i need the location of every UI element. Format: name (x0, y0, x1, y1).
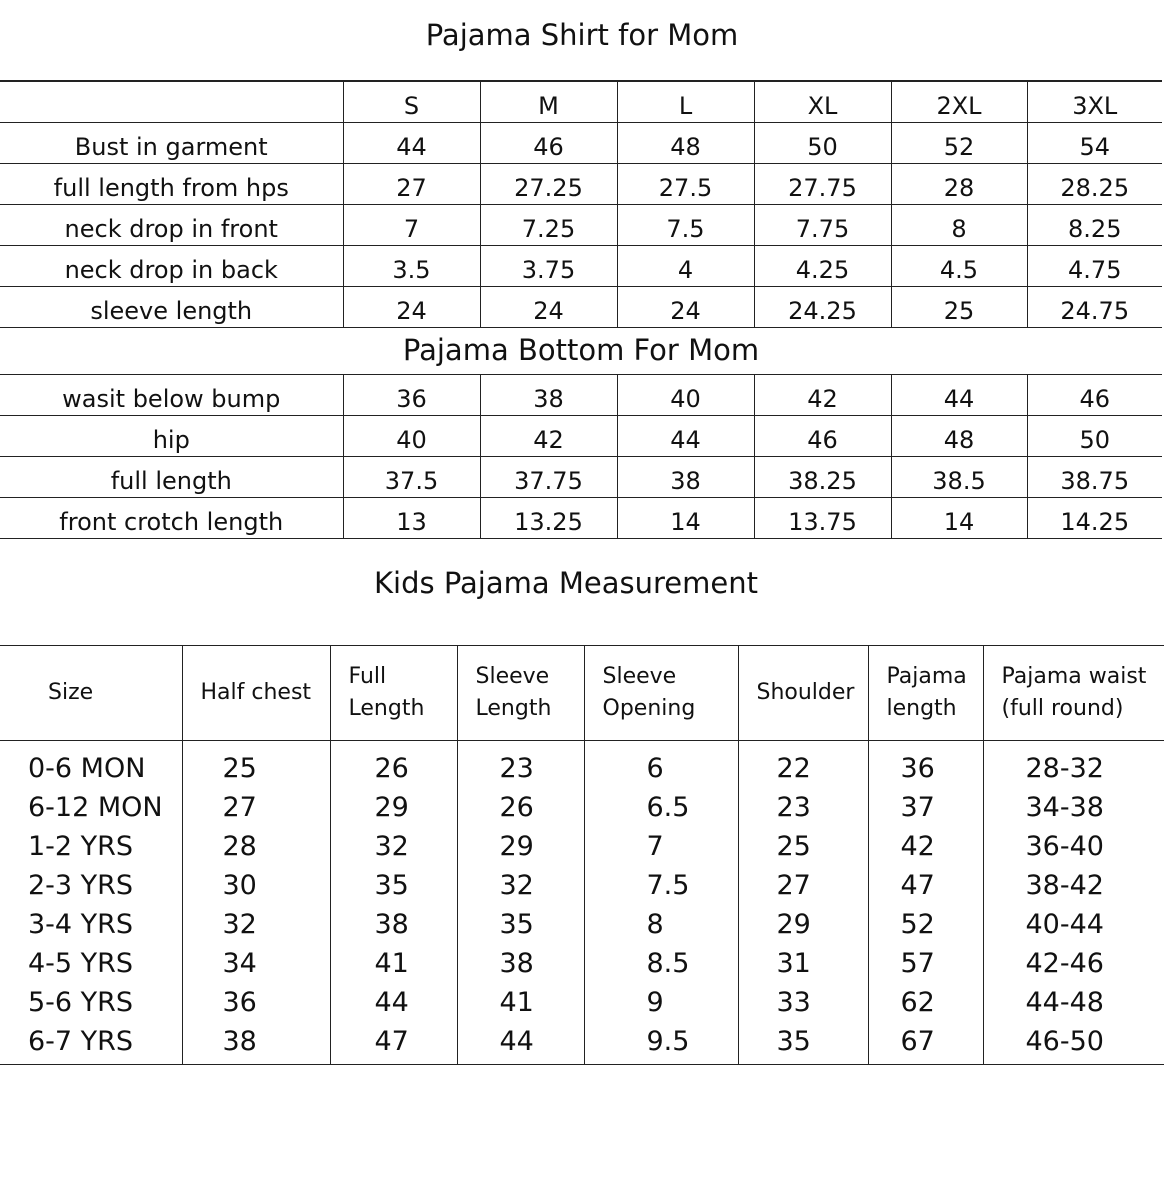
measurement-value: 44 (891, 375, 1027, 416)
measurement-row (0, 205, 1162, 246)
kids-size-row (0, 944, 1164, 983)
measurement-value: 48 (891, 416, 1027, 457)
measurement-value: 24 (343, 287, 480, 328)
measurement-value: 38.5 (891, 457, 1027, 498)
measurement-value: 3.5 (343, 246, 480, 287)
kids-measure-value: 41 (457, 983, 584, 1022)
kids-size-label: 6-7 YRS (0, 1022, 182, 1065)
kids-measure-value: 29 (330, 788, 457, 827)
kids-measure-value: 52 (868, 905, 983, 944)
header-line: Pajama (886, 664, 967, 689)
kids-measure-value: 35 (330, 866, 457, 905)
kids-measure-value: 42-46 (983, 944, 1164, 983)
measurement-value: 28 (891, 164, 1027, 205)
measurement-value: 14 (617, 498, 754, 539)
measurement-value: 50 (754, 123, 891, 164)
measurement-row (0, 164, 1162, 205)
header-line: Length (348, 696, 425, 721)
kids-measure-value: 38 (182, 1022, 330, 1065)
kids-measure-value: 41 (330, 944, 457, 983)
kids-measure-value: 36 (182, 983, 330, 1022)
kids-measure-value: 27 (738, 866, 868, 905)
measurement-value: 38 (480, 375, 617, 416)
kids-measure-value: 38 (457, 944, 584, 983)
kids-measure-value: 29 (457, 827, 584, 866)
measurement-value: 28.25 (1027, 164, 1162, 205)
kids-measure-value: 22 (738, 741, 868, 789)
kids-measure-value: 29 (738, 905, 868, 944)
kids-measure-value: 32 (330, 827, 457, 866)
kids-column-header (738, 646, 868, 741)
kids-column-header (983, 646, 1164, 741)
kids-measure-value: 27 (182, 788, 330, 827)
measurement-label: neck drop in back (0, 246, 343, 287)
size-header-cell: M (480, 81, 617, 123)
kids-measure-value: 6.5 (584, 788, 738, 827)
measurement-value: 25 (891, 287, 1027, 328)
kids-size-label: 3-4 YRS (28, 909, 134, 940)
measurement-label: hip (0, 416, 343, 457)
measurement-row (0, 287, 1162, 328)
measurement-value: 3.75 (480, 246, 617, 287)
kids-column-header (0, 646, 182, 741)
measurement-value: 40 (343, 416, 480, 457)
kids-size-table (0, 645, 1164, 1065)
kids-measure-value: 33 (738, 983, 868, 1022)
kids-size-label: 6-12 MON (28, 792, 163, 823)
measurement-value: 14 (891, 498, 1027, 539)
measurement-value: 38 (617, 457, 754, 498)
kids-size-label: 2-3 YRS (28, 870, 134, 901)
measurement-value: 50 (1027, 416, 1162, 457)
header-line: Half chest (200, 680, 312, 705)
measurement-value: 4.5 (891, 246, 1027, 287)
measurement-label: Bust in garment (0, 123, 343, 164)
kids-measure-value: 8 (584, 905, 738, 944)
kids-size-label: 4-5 YRS (28, 948, 134, 979)
measurement-label: full length (0, 457, 343, 498)
kids-title: Kids Pajama Measurement (374, 566, 758, 600)
header-line: Sleeve (475, 664, 550, 689)
measurement-value: 24 (617, 287, 754, 328)
size-header-cell: 3XL (1027, 81, 1162, 123)
kids-measure-value: 35 (738, 1022, 868, 1065)
measurement-row (0, 498, 1162, 539)
measurement-value: 36 (343, 375, 480, 416)
kids-column-header (182, 646, 330, 741)
header-line: Size (48, 680, 94, 705)
kids-measure-value: 67 (868, 1022, 983, 1065)
measurement-value: 13 (343, 498, 480, 539)
kids-measure-value: 26 (457, 788, 584, 827)
measurement-value: 24.25 (754, 287, 891, 328)
kids-size-row (0, 827, 1164, 866)
kids-measure-value: 46-50 (983, 1022, 1164, 1065)
kids-column-header (584, 646, 738, 741)
header-line: length (886, 696, 957, 721)
kids-size-label: 1-2 YRS (28, 831, 134, 862)
mom-size-table (0, 80, 1162, 539)
section-header-row (0, 328, 1162, 375)
kids-measure-value: 35 (457, 905, 584, 944)
measurement-value: 4.25 (754, 246, 891, 287)
kids-measure-value: 40-44 (983, 905, 1164, 944)
measurement-value: 4 (617, 246, 754, 287)
header-line: Opening (602, 696, 696, 721)
measurement-value: 7.75 (754, 205, 891, 246)
kids-measure-value: 42 (868, 827, 983, 866)
measurement-label: neck drop in front (0, 205, 343, 246)
measurement-value: 27.5 (617, 164, 754, 205)
measurement-value: 8 (891, 205, 1027, 246)
measurement-label: sleeve length (0, 287, 343, 328)
kids-measure-value: 47 (868, 866, 983, 905)
kids-measure-value: 23 (457, 741, 584, 789)
kids-measure-value: 37 (868, 788, 983, 827)
kids-size-row (0, 1022, 1164, 1065)
measurement-value: 13.75 (754, 498, 891, 539)
measurement-value: 7 (343, 205, 480, 246)
measurement-value: 48 (617, 123, 754, 164)
kids-column-header (457, 646, 584, 741)
corner-cell (0, 81, 343, 123)
kids-measure-value: 30 (182, 866, 330, 905)
kids-measure-value: 9.5 (584, 1022, 738, 1065)
kids-size-row (0, 905, 1164, 944)
mom-bottom-title: Pajama Bottom For Mom (0, 328, 1162, 375)
kids-size-row (0, 866, 1164, 905)
measurement-value: 42 (480, 416, 617, 457)
measurement-value: 37.5 (343, 457, 480, 498)
kids-measure-value: 47 (330, 1022, 457, 1065)
measurement-value: 24 (480, 287, 617, 328)
measurement-value: 24.75 (1027, 287, 1162, 328)
kids-size-row (0, 788, 1164, 827)
size-header-row (0, 81, 1162, 123)
measurement-value: 38.75 (1027, 457, 1162, 498)
kids-size-label: 0-6 MON (28, 753, 146, 784)
measurement-value: 44 (343, 123, 480, 164)
measurement-value: 44 (617, 416, 754, 457)
measurement-row (0, 375, 1162, 416)
kids-measure-value: 36 (868, 741, 983, 789)
kids-measure-value: 7 (584, 827, 738, 866)
header-line: Length (475, 696, 552, 721)
measurement-value: 38.25 (754, 457, 891, 498)
kids-measure-value: 28-32 (983, 741, 1164, 789)
measurement-value: 52 (891, 123, 1027, 164)
kids-measure-value: 34 (182, 944, 330, 983)
measurement-value: 27.25 (480, 164, 617, 205)
measurement-value: 8.25 (1027, 205, 1162, 246)
measurement-label: wasit below bump (0, 375, 343, 416)
measurement-row (0, 246, 1162, 287)
measurement-value: 7.25 (480, 205, 617, 246)
measurement-value: 46 (754, 416, 891, 457)
kids-measure-value: 38 (330, 905, 457, 944)
measurement-row (0, 457, 1162, 498)
kids-measure-value: 31 (738, 944, 868, 983)
kids-measure-value: 7.5 (584, 866, 738, 905)
mom-shirt-title: Pajama Shirt for Mom (425, 18, 739, 52)
measurement-value: 46 (1027, 375, 1162, 416)
measurement-value: 42 (754, 375, 891, 416)
size-header-cell: S (343, 81, 480, 123)
kids-size-label: 5-6 YRS (28, 987, 134, 1018)
kids-measure-value: 26 (330, 741, 457, 789)
header-line: Full (348, 664, 387, 689)
kids-measure-value: 25 (738, 827, 868, 866)
size-header-cell: L (617, 81, 754, 123)
measurement-value: 54 (1027, 123, 1162, 164)
kids-size-row (0, 741, 1164, 789)
kids-column-header (868, 646, 983, 741)
measurement-row (0, 123, 1162, 164)
kids-measure-value: 8.5 (584, 944, 738, 983)
header-line: Sleeve (602, 664, 677, 689)
header-line: (full round) (1001, 696, 1124, 721)
measurement-value: 13.25 (480, 498, 617, 539)
kids-measure-value: 25 (182, 741, 330, 789)
kids-column-header (330, 646, 457, 741)
kids-measure-value: 23 (738, 788, 868, 827)
measurement-value: 40 (617, 375, 754, 416)
kids-measure-value: 62 (868, 983, 983, 1022)
kids-measure-value: 6 (584, 741, 738, 789)
kids-measure-value: 44-48 (983, 983, 1164, 1022)
measurement-label: full length from hps (0, 164, 343, 205)
measurement-value: 27.75 (754, 164, 891, 205)
kids-measure-value: 28 (182, 827, 330, 866)
header-line: Pajama waist (1001, 664, 1147, 689)
measurement-row (0, 416, 1162, 457)
kids-measure-value: 38-42 (983, 866, 1164, 905)
kids-measure-value: 32 (182, 905, 330, 944)
kids-size-row (0, 983, 1164, 1022)
header-line: Shoulder (756, 680, 855, 705)
kids-measure-value: 9 (584, 983, 738, 1022)
measurement-value: 27 (343, 164, 480, 205)
measurement-value: 4.75 (1027, 246, 1162, 287)
measurement-value: 14.25 (1027, 498, 1162, 539)
kids-measure-value: 34-38 (983, 788, 1164, 827)
measurement-label: front crotch length (0, 498, 343, 539)
kids-measure-value: 44 (330, 983, 457, 1022)
measurement-value: 37.75 (480, 457, 617, 498)
size-header-cell: 2XL (891, 81, 1027, 123)
kids-measure-value: 32 (457, 866, 584, 905)
size-header-cell: XL (754, 81, 891, 123)
kids-measure-value: 44 (457, 1022, 584, 1065)
measurement-value: 7.5 (617, 205, 754, 246)
kids-measure-value: 36-40 (983, 827, 1164, 866)
measurement-value: 46 (480, 123, 617, 164)
kids-measure-value: 57 (868, 944, 983, 983)
